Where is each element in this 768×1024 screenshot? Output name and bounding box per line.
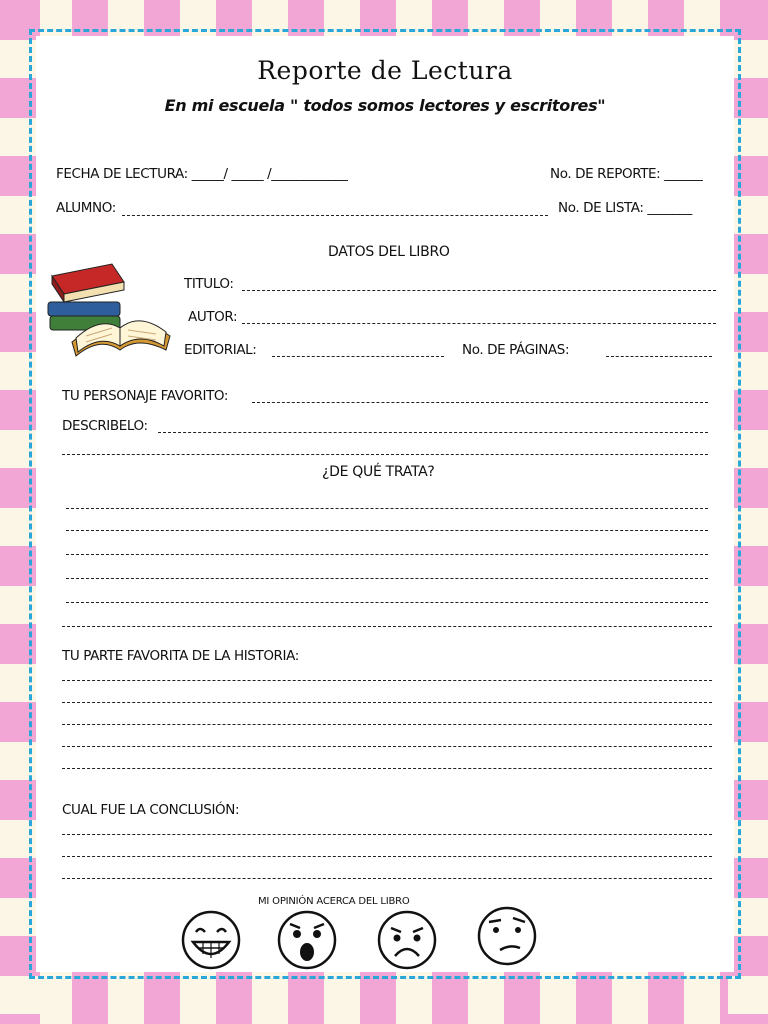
favorite-part-line[interactable]	[62, 746, 712, 747]
describelo-label: DESCRIBELO:	[62, 418, 148, 434]
happy-face-icon[interactable]	[178, 910, 244, 970]
autor-line[interactable]	[242, 323, 716, 324]
decorative-border-right	[728, 0, 768, 1024]
conclusion-label: CUAL FUE LA CONCLUSIÓN:	[62, 802, 240, 818]
favorite-part-label: TU PARTE FAVORITA DE LA HISTORIA:	[62, 648, 299, 664]
lista-field[interactable]: No. DE LISTA: _______	[558, 200, 692, 216]
summary-line[interactable]	[62, 626, 712, 627]
paginas-label: No. DE PÁGINAS:	[462, 342, 570, 358]
summary-line[interactable]	[66, 530, 708, 531]
opinion-heading: MI OPINIÓN ACERCA DEL LIBRO	[258, 896, 410, 907]
favorite-part-line[interactable]	[62, 768, 712, 769]
favorite-part-line[interactable]	[62, 702, 712, 703]
favorite-part-line[interactable]	[62, 724, 712, 725]
favorite-part-line[interactable]	[62, 680, 712, 681]
personaje-line[interactable]	[252, 402, 708, 403]
describelo-line[interactable]	[158, 432, 708, 433]
titulo-line[interactable]	[242, 290, 716, 291]
personaje-label: TU PERSONAJE FAVORITO:	[62, 388, 229, 404]
page-title: Reporte de Lectura	[257, 56, 513, 85]
report-sheet	[36, 36, 734, 972]
book-data-heading: DATOS DEL LIBRO	[328, 244, 450, 260]
editorial-label: EDITORIAL:	[184, 342, 257, 358]
summary-heading: ¿DE QUÉ TRATA?	[322, 464, 435, 480]
books-icon	[42, 254, 174, 364]
conclusion-line[interactable]	[62, 878, 712, 879]
reporte-field[interactable]: No. DE REPORTE: ______	[550, 166, 703, 182]
fecha-field[interactable]: FECHA DE LECTURA: _____/ _____ /____________	[56, 166, 348, 182]
summary-line[interactable]	[66, 554, 708, 555]
page-subtitle: En mi escuela " todos somos lectores y escritores"	[164, 96, 606, 115]
editorial-line[interactable]	[272, 356, 444, 357]
summary-line[interactable]	[66, 602, 708, 603]
alumno-line[interactable]	[122, 215, 548, 216]
describelo-line[interactable]	[62, 454, 708, 455]
decorative-border-left	[0, 0, 40, 1024]
confused-face-icon[interactable]	[474, 906, 540, 966]
summary-line[interactable]	[66, 508, 708, 509]
paginas-line[interactable]	[606, 356, 712, 357]
conclusion-line[interactable]	[62, 834, 712, 835]
titulo-label: TITULO:	[184, 276, 234, 292]
surprised-face-icon[interactable]	[274, 910, 340, 970]
alumno-label: ALUMNO:	[56, 200, 116, 216]
summary-line[interactable]	[66, 578, 708, 579]
autor-label: AUTOR:	[188, 309, 238, 325]
sad-face-icon[interactable]	[374, 910, 440, 970]
conclusion-line[interactable]	[62, 856, 712, 857]
